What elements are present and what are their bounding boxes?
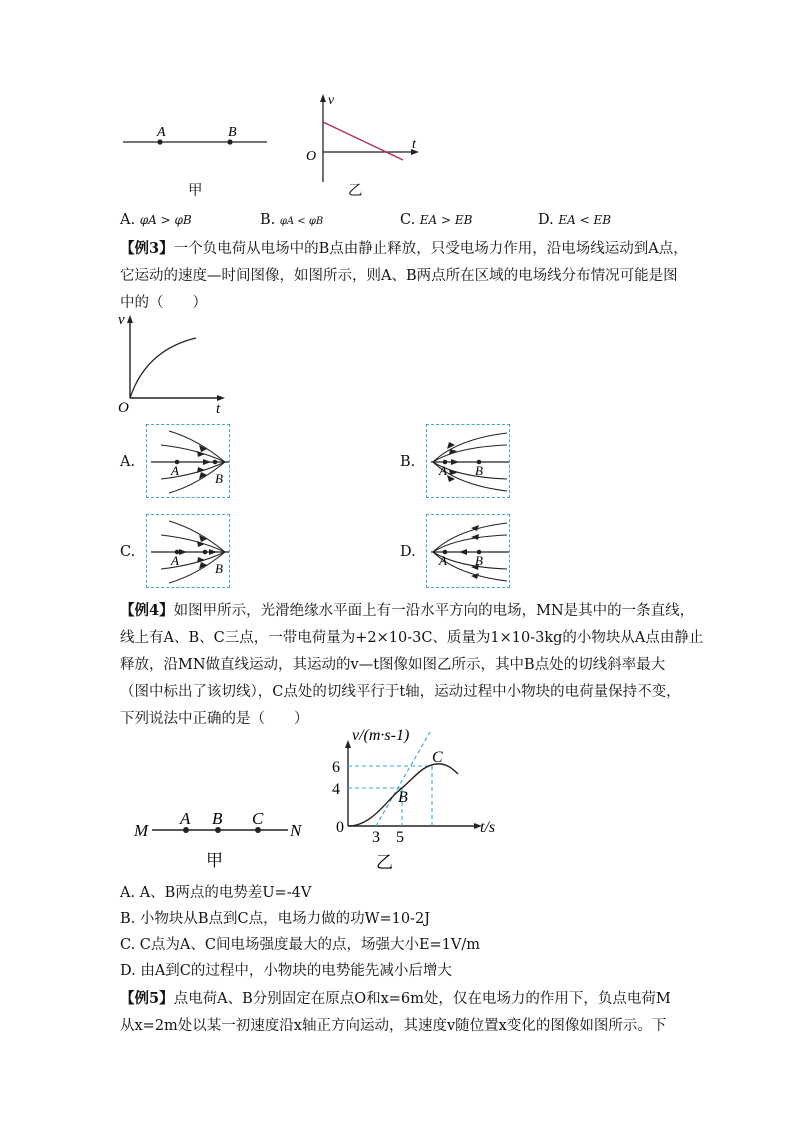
svg-text:A: A (171, 463, 179, 478)
ex4-option-b: B. 小物块从B点到C点，电场力做的功W=10-2J (120, 911, 431, 927)
point-a-label: A (157, 125, 166, 140)
svg-text:B: B (215, 471, 223, 486)
svg-text:B: B (212, 809, 223, 828)
ex4-line-3: 释放，沿MN做直线运动，其运动的v—t图像如图乙所示，其中B点处的切线斜率最大 (120, 657, 666, 673)
ex4-line-1: 【例4】如图甲所示，光滑绝缘水平面上有一沿水平方向的电场，MN是其中的一条直线， (120, 602, 695, 619)
svg-text:A: A (439, 553, 447, 568)
ex3-option-b-field (426, 424, 510, 498)
q2-option-a: A. φA > φB (120, 212, 192, 228)
svg-text:B: B (475, 553, 483, 568)
point-b-label: B (228, 125, 237, 140)
ex4-figure-yi-vt (318, 726, 518, 876)
ex4-line-2: 线上有A、B、C三点，一带电荷量为+2×10-3C、质量为1×10-3kg的小物块从A点由静止 (120, 630, 704, 646)
svg-text:B: B (475, 463, 483, 478)
axis-v-label: v (328, 93, 335, 108)
ex3-line-3: 中的（ ） (120, 295, 207, 311)
ex3-option-b-letter: B. (400, 454, 416, 470)
svg-text:A: A (171, 553, 179, 568)
figure-jia-label: 甲 (188, 183, 203, 199)
axis-t-label: t (412, 137, 416, 152)
ex5-line-1: 【例5】点电荷A、B分别固定在原点O和x=6m处，仅在电场力的作用下，负点电荷M (120, 990, 671, 1007)
svg-text:B: B (398, 789, 408, 806)
ex3-axis-v: v (118, 312, 125, 328)
svg-text:A: A (439, 463, 447, 478)
svg-text:t/s: t/s (480, 819, 496, 836)
svg-text:M: M (134, 821, 149, 840)
ex3-line-2: 它运动的速度—时间图像，如图所示，则A、B两点所在区域的电场线分布情况可能是图 (120, 268, 678, 284)
ex5-line-2: 从x=2m处以某一初速度沿x轴正方向运动，其速度v随位置x变化的图像如图所示。下 (120, 1018, 667, 1034)
ex3-origin: O (118, 400, 129, 416)
figure-jia-line (115, 118, 275, 158)
figure-yi-vt-graph (298, 90, 428, 190)
ex4-option-a: A. A、B两点的电势差U=-4V (120, 885, 312, 901)
svg-text:甲: 甲 (206, 851, 223, 870)
q2-option-d: D. EA < EB (538, 212, 612, 228)
svg-text:乙: 乙 (376, 853, 393, 872)
ex4-option-c: C. C点为A、C间电场强度最大的点，场强大小E=1V/m (120, 937, 481, 953)
svg-text:B: B (215, 561, 223, 576)
q2-option-b: B. φA < φB (260, 212, 324, 228)
ex3-line-1: 【例3】一个负电荷从电场中的B点由静止释放，只受电场力作用，沿电场线运动到A点， (120, 240, 688, 257)
svg-text:3: 3 (372, 829, 380, 846)
ex3-option-a-field (146, 424, 230, 498)
svg-text:A: A (180, 809, 191, 828)
svg-text:4: 4 (332, 781, 340, 798)
ex4-option-d: D. 由A到C的过程中，小物块的电势能先减小后增大 (120, 963, 452, 979)
svg-text:C: C (252, 809, 264, 828)
ex3-option-c-field (146, 514, 230, 588)
ex3-option-d-letter: D. (400, 544, 416, 560)
svg-text:5: 5 (396, 829, 404, 846)
ex3-axis-t: t (216, 401, 221, 416)
ex4-figure-jia (130, 808, 310, 874)
origin-label: O (306, 149, 317, 164)
q2-option-c: C. EA > EB (400, 212, 473, 228)
svg-text:v/(m·s-1): v/(m·s-1) (352, 727, 410, 744)
svg-text:C: C (432, 749, 443, 766)
svg-text:N: N (290, 821, 302, 840)
ex3-option-c-letter: C. (120, 544, 136, 560)
ex3-option-a-letter: A. (120, 454, 136, 470)
svg-text:6: 6 (332, 759, 340, 776)
svg-text:0: 0 (336, 819, 344, 836)
ex3-option-d-field (426, 514, 510, 588)
ex4-line-4: （图中标出了该切线），C点处的切线平行于t轴，运动过程中小物块的电荷量保持不变， (120, 684, 681, 700)
ex3-vt-graph (114, 310, 234, 416)
figure-yi-label: 乙 (348, 183, 363, 199)
ex4-line-5: 下列说法中正确的是（ ） (120, 711, 309, 727)
